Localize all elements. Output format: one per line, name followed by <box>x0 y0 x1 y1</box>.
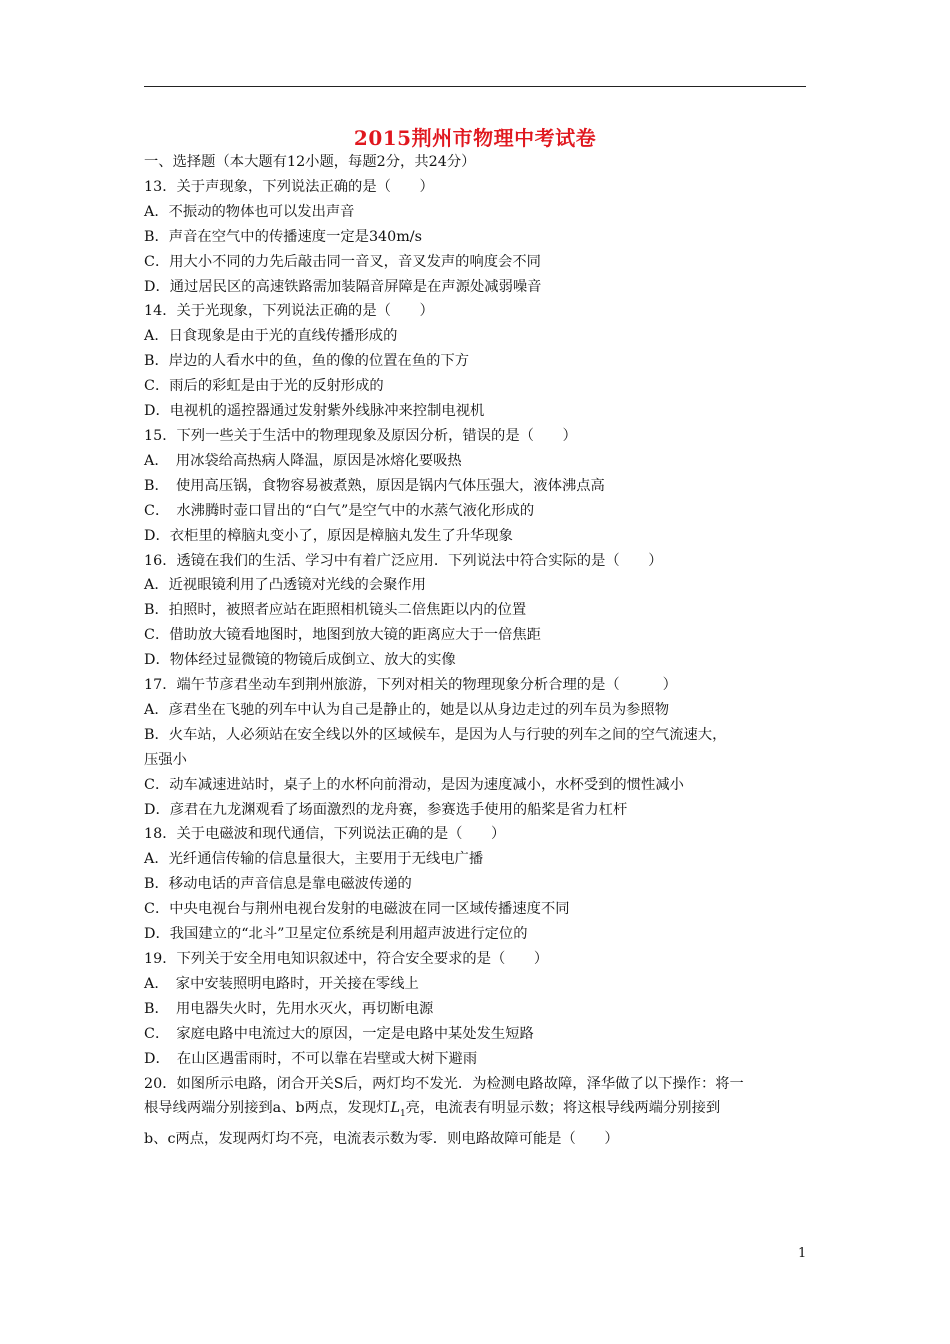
question-18-stem: 18．关于电磁波和现代通信，下列说法正确的是（ ） <box>144 826 506 843</box>
question-16-option-b: B．拍照时，被照者应站在距照相机镜头二倍焦距以内的位置 <box>144 602 527 619</box>
lamp-subscript: 1 <box>399 1109 406 1120</box>
exam-content <box>144 150 808 1152</box>
question-13-option-c: C．用大小不同的力先后敲击同一音叉，音叉发声的响度会不同 <box>144 253 541 270</box>
question-20-line-3: b、c两点，发现两灯均不亮，电流表示数为零．则电路故障可能是（ ） <box>144 1131 619 1148</box>
question-18-option-c: C．中央电视台与荆州电视台发射的电磁波在同一区域传播速度不同 <box>144 901 570 918</box>
question-17-option-b: B．火车站，人必须站在安全线以外的区域候车，是因为人与行驶的列车之间的空气流速大， <box>144 726 727 743</box>
question-19-stem: 19．下列关于安全用电知识叙述中，符合安全要求的是（ ） <box>144 951 549 967</box>
question-14-option-c: C．雨后的彩虹是由于光的反射形成的 <box>144 378 384 395</box>
question-18-option-b: B．移动电话的声音信息是靠电磁波传递的 <box>144 876 412 893</box>
question-16-option-c: C．借助放大镜看地图时，地图到放大镜的距离应大于一倍焦距 <box>144 627 541 644</box>
question-20-line-2-start: 根导线两端分别接到a、b两点，发现灯 <box>144 1100 391 1117</box>
question-17-option-a: A．彦君坐在飞驰的列车中认为自己是静止的，她是以从身边走过的列车员为参照物 <box>144 701 670 718</box>
question-17-option-d: D．彦君在九龙渊观看了场面激烈的龙舟赛，参赛选手使用的船桨是省力杠杆 <box>144 801 628 818</box>
section-heading: 一、选择题（本大题有12小题，每题2分，共24分） <box>144 154 476 170</box>
question-19-option-d: D． 在山区遇雷雨时，不可以靠在岩壁或大树下避雨 <box>144 1050 478 1067</box>
question-20-line-2-end: 亮，电流表有明显示数；将这根导线两端分别接到 <box>405 1100 721 1117</box>
question-16-option-a: A．近视眼镜利用了凸透镜对光线的会聚作用 <box>144 577 426 594</box>
question-16-stem: 16．透镜在我们的生活、学习中有着广泛应用．下列说法中符合实际的是（ ） <box>144 552 663 569</box>
question-15-stem: 15．下列一些关于生活中的物理现象及原因分析，错误的是（ ） <box>144 427 577 444</box>
question-15-option-d: D．衣柜里的樟脑丸变小了，原因是樟脑丸发生了升华现象 <box>144 527 513 544</box>
question-17-stem: 17．端午节彦君坐动车到荆州旅游，下列对相关的物理现象分析合理的是（ ） <box>144 677 677 694</box>
question-13-stem: 13．关于声现象，下列说法正确的是（ ） <box>144 178 434 195</box>
question-13-option-b: B．声音在空气中的传播速度一定是340m/s <box>144 228 422 245</box>
question-20-line-1: 20．如图所示电路，闭合开关S后，两灯均不发光．为检测电路故障，泽华做了以下操作：将一 <box>144 1075 744 1092</box>
question-18-option-a: A．光纤通信传输的信息量很大，主要用于无线电广播 <box>144 851 484 868</box>
question-14-option-b: B．岸边的人看水中的鱼，鱼的像的位置在鱼的下方 <box>144 353 470 370</box>
question-19-option-a: A． 家中安装照明电路时，开关接在零线上 <box>144 975 419 992</box>
question-17-option-b-continued: 压强小 <box>144 751 187 768</box>
page-number: 1 <box>798 1246 807 1261</box>
question-14-option-a: A．日食现象是由于光的直线传播形成的 <box>144 328 398 345</box>
question-15-option-b: B． 使用高压锅，食物容易被煮熟，原因是锅内气体压强大，液体沸点高 <box>144 477 605 494</box>
question-17-option-c: C．动车减速进站时，桌子上的水杯向前滑动，是因为速度减小，水杯受到的惯性减小 <box>144 776 684 793</box>
header-rule <box>144 86 806 87</box>
question-20-line-2 <box>144 1096 808 1127</box>
lamp-symbol: L <box>390 1100 400 1117</box>
question-18-option-d: D．我国建立的“北斗”卫星定位系统是利用超声波进行定位的 <box>144 926 528 943</box>
question-16-option-d: D．物体经过显微镜的物镜后成倒立、放大的实像 <box>144 652 456 669</box>
question-15-option-a: A． 用冰袋给高热病人降温，原因是冰熔化要吸热 <box>144 452 462 469</box>
question-13-option-d: D．通过居民区的高速铁路需加装隔音屏障是在声源处减弱噪音 <box>144 278 542 295</box>
question-14-stem: 14．关于光现象，下列说法正确的是（ ） <box>144 303 434 320</box>
question-15-option-c: C． 水沸腾时壶口冒出的“白气”是空气中的水蒸气液化形成的 <box>144 502 535 519</box>
question-13-option-a: A．不振动的物体也可以发出声音 <box>144 203 355 220</box>
question-14-option-d: D．电视机的遥控器通过发射紫外线脉冲来控制电视机 <box>144 403 485 420</box>
question-19-option-c: C． 家庭电路中电流过大的原因，一定是电路中某处发生短路 <box>144 1025 534 1042</box>
page-title: 2015荆州市物理中考试卷 <box>353 126 597 150</box>
question-19-option-b: B． 用电器失火时，先用水灭火，再切断电源 <box>144 1000 434 1017</box>
